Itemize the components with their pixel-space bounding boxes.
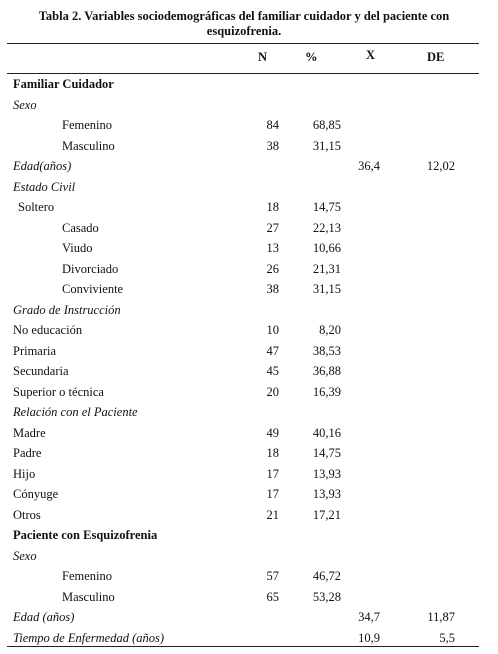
cell-percent: 31,15 bbox=[312, 138, 341, 153]
row-label: Viudo bbox=[62, 241, 93, 255]
row-label: Sexo bbox=[13, 97, 37, 112]
table-row bbox=[0, 566, 498, 587]
cell-percent: 31,15 bbox=[312, 282, 341, 296]
cell-n: 13 bbox=[266, 241, 279, 255]
cell-n: 27 bbox=[266, 220, 279, 235]
row-label: Edad (años) bbox=[13, 610, 75, 624]
cell-percent: 8,20 bbox=[319, 323, 341, 337]
cell-percent: 46,72 bbox=[312, 569, 341, 583]
row-label: Otros bbox=[13, 507, 41, 522]
row-label: Divorciado bbox=[62, 261, 119, 276]
table-row bbox=[0, 115, 498, 136]
row-label: Cónyuge bbox=[13, 487, 59, 501]
cell-percent: 40,16 bbox=[312, 425, 341, 440]
table-row bbox=[0, 546, 498, 567]
cell-n: 21 bbox=[266, 507, 279, 522]
header-n: N bbox=[258, 50, 268, 64]
cell-n: 17 bbox=[266, 466, 279, 481]
table-row bbox=[0, 402, 498, 423]
row-label: Superior o técnica bbox=[13, 384, 104, 399]
table-row bbox=[0, 382, 498, 403]
cell-n: 17 bbox=[266, 487, 279, 501]
row-label: No educación bbox=[13, 323, 83, 337]
table-row bbox=[0, 607, 498, 628]
row-label: Relación con el Paciente bbox=[13, 405, 138, 419]
row-label: Secundaria bbox=[13, 364, 69, 378]
table-row bbox=[0, 423, 498, 444]
row-label: Grado de Instrucción bbox=[13, 302, 121, 317]
cell-n: 20 bbox=[266, 384, 279, 399]
row-label: Hijo bbox=[13, 466, 36, 481]
cell-n: 45 bbox=[266, 364, 279, 378]
cell-percent: 21,31 bbox=[312, 261, 341, 276]
row-label: Sexo bbox=[13, 548, 37, 563]
table-row bbox=[0, 320, 498, 341]
header-de: DE bbox=[427, 50, 445, 64]
row-label: Primaria bbox=[13, 343, 57, 358]
cell-n: 38 bbox=[266, 282, 279, 296]
cell-mean: 34,7 bbox=[358, 610, 380, 624]
table-row bbox=[0, 74, 498, 95]
table-row bbox=[0, 238, 498, 259]
table-row bbox=[0, 177, 498, 198]
cell-sd: 12,02 bbox=[426, 159, 455, 173]
cell-n: 84 bbox=[266, 118, 279, 132]
table-row bbox=[0, 443, 498, 464]
cell-n: 10 bbox=[266, 323, 279, 337]
row-label: Paciente con Esquizofrenia bbox=[13, 528, 158, 542]
header-x: X bbox=[366, 48, 376, 62]
cell-percent: 14,75 bbox=[312, 446, 341, 460]
bottom-rule bbox=[7, 646, 479, 647]
cell-sd: 5,5 bbox=[439, 630, 455, 645]
header-percent: % bbox=[305, 50, 318, 64]
cell-percent: 10,66 bbox=[312, 241, 341, 255]
cell-n: 49 bbox=[266, 425, 279, 440]
row-label: Madre bbox=[13, 425, 46, 440]
row-label: Estado Civil bbox=[13, 179, 76, 194]
cell-n: 57 bbox=[266, 569, 279, 583]
cell-percent: 16,39 bbox=[312, 384, 341, 399]
row-label: Femenino bbox=[62, 569, 112, 583]
cell-percent: 14,75 bbox=[312, 200, 341, 214]
cell-percent: 36,88 bbox=[312, 364, 341, 378]
cell-n: 26 bbox=[266, 261, 279, 276]
row-label: Padre bbox=[13, 446, 42, 460]
cell-mean: 10,9 bbox=[358, 630, 380, 645]
cell-mean: 36,4 bbox=[358, 159, 380, 173]
cell-percent: 13,93 bbox=[312, 487, 341, 501]
table-row bbox=[0, 279, 498, 300]
cell-percent: 38,53 bbox=[312, 343, 341, 358]
table-row bbox=[0, 95, 498, 116]
cell-percent: 22,13 bbox=[312, 220, 341, 235]
row-label: Tiempo de Enfermedad (años) bbox=[13, 630, 165, 645]
row-label: Masculino bbox=[62, 138, 115, 153]
table-title: Tabla 2. Variables sociodemográficas del familiar cuidador y del paciente con esquizofrenia. bbox=[38, 9, 450, 38]
table-row bbox=[0, 587, 498, 608]
row-label: Edad(años) bbox=[13, 159, 72, 173]
cell-n: 47 bbox=[266, 343, 279, 358]
row-label: Casado bbox=[62, 220, 99, 235]
table-row bbox=[0, 259, 498, 280]
cell-n: 65 bbox=[266, 589, 279, 604]
table-body bbox=[0, 74, 498, 648]
cell-percent: 68,85 bbox=[312, 118, 341, 132]
table-row bbox=[0, 525, 498, 546]
table-row bbox=[0, 505, 498, 526]
cell-percent: 17,21 bbox=[312, 507, 341, 522]
table-row bbox=[0, 361, 498, 382]
row-label: Masculino bbox=[62, 589, 115, 604]
cell-n: 18 bbox=[266, 200, 279, 214]
table-row bbox=[0, 341, 498, 362]
row-label: Femenino bbox=[62, 118, 112, 132]
cell-sd: 11,87 bbox=[427, 610, 455, 624]
table-row bbox=[0, 300, 498, 321]
row-label: Conviviente bbox=[62, 282, 124, 296]
table-row bbox=[0, 136, 498, 157]
table-row bbox=[0, 628, 498, 649]
row-label: Familiar Cuidador bbox=[13, 77, 114, 91]
table-row bbox=[0, 484, 498, 505]
row-label: Soltero bbox=[18, 200, 55, 214]
table-row bbox=[0, 156, 498, 177]
table-row bbox=[0, 218, 498, 239]
table-row bbox=[0, 197, 498, 218]
cell-percent: 13,93 bbox=[312, 466, 341, 481]
cell-percent: 53,28 bbox=[312, 589, 341, 604]
top-rule bbox=[7, 43, 479, 44]
table-row bbox=[0, 464, 498, 485]
cell-n: 18 bbox=[266, 446, 279, 460]
cell-n: 38 bbox=[266, 138, 279, 153]
